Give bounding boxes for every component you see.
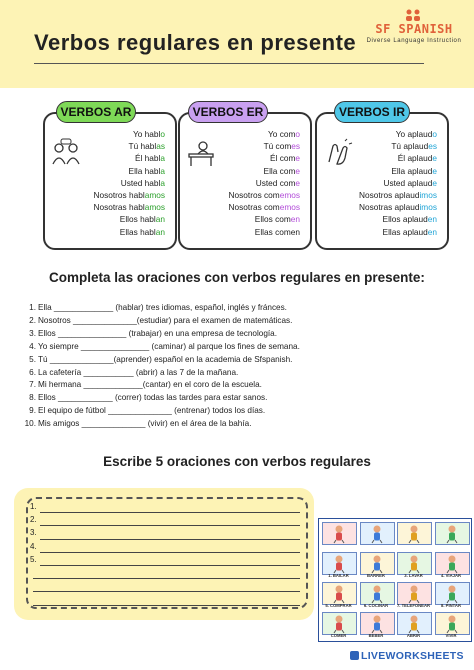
picture-label: 6. COCINAR: [363, 603, 389, 608]
people-logo-icon: [404, 8, 422, 22]
conjugation-stem: Nosotras com: [228, 202, 280, 213]
girl-with-book-icon: [360, 522, 395, 545]
conjugation-stem: Él com: [270, 153, 296, 164]
conjugation-stem: Nosotras aplaud: [359, 202, 420, 213]
conjugation-row: [214, 128, 306, 140]
writing-line[interactable]: [30, 553, 300, 566]
writing-rule[interactable]: [40, 543, 300, 553]
conjugation-stem: Ella com: [263, 165, 296, 176]
verb-picture-grid: [318, 518, 472, 642]
er-conjugation-list: [214, 128, 306, 238]
picture-label: BEBER: [368, 633, 384, 638]
conjugation-ending: es: [291, 141, 300, 152]
travel-icon: [435, 552, 470, 575]
writing-line-number: 4.: [30, 541, 37, 551]
exercise-sentence[interactable]: Nosotros ______________(estudiar) para el examen de matemáticas.: [38, 315, 293, 325]
exercise-item: [14, 418, 464, 431]
picture-label: 1. BAILAR: [328, 573, 349, 578]
footer-logo-text: LIVEWORKSHEETS: [361, 650, 464, 662]
picture-label: VIVIR: [445, 633, 457, 638]
card-verbos-ir: [315, 112, 449, 250]
conjugation-stem: Él aplaud: [397, 153, 433, 164]
conjugation-row: [214, 165, 306, 177]
conjugation-row: [79, 226, 171, 238]
exercise-item: [14, 367, 464, 380]
sf-spanish-logo: [366, 8, 462, 48]
clapping-hands-icon: [323, 138, 353, 168]
exercise-sentence[interactable]: La cafetería ___________ (abrir) a las 7 de la mañana.: [38, 367, 239, 377]
exercise-item: [14, 379, 464, 392]
picture-label: 5. COMPRAR: [325, 603, 352, 608]
conjugation-row: [351, 152, 443, 164]
conjugation-row: [214, 201, 306, 213]
exercise-sentence[interactable]: Tú ______________(aprender) español en la academia de Sfspanish.: [38, 354, 293, 364]
conjugation-stem: Yo com: [268, 129, 296, 139]
picture-label: 8. PINTAR: [441, 603, 461, 608]
conjugation-ending: o: [432, 129, 437, 139]
conjugation-ending: imos: [419, 190, 437, 201]
writing-line[interactable]: [30, 500, 300, 513]
writing-line[interactable]: [30, 540, 300, 553]
conjugation-row: [79, 165, 171, 177]
conjugation-row: [351, 201, 443, 213]
boy-kicking-icon: [435, 522, 470, 545]
conjugation-ending: en: [427, 226, 437, 237]
conjugation-ending: emos: [279, 190, 300, 201]
ar-conjugation-list: [79, 128, 171, 238]
conjugation-ending: a: [160, 177, 165, 188]
exercise-number: 2.: [29, 315, 36, 325]
conjugation-stem: Usted aplaud: [383, 177, 433, 188]
phone-icon: [397, 582, 432, 605]
boy-running-icon: [397, 522, 432, 545]
conjugation-ending: e: [432, 153, 437, 164]
conjugation-ending: emos: [279, 202, 300, 213]
exercise-item: [14, 392, 464, 405]
conjugation-stem: Ella aplaud: [391, 165, 433, 176]
conjugation-row: [351, 226, 443, 238]
writing-title: Escribe 5 oraciones con verbos regulares: [103, 454, 371, 469]
girl-dancing-icon: [322, 522, 357, 545]
liveworksheets-mark-icon: [350, 651, 359, 660]
conjugation-stem: Usted com: [255, 177, 296, 188]
conjugation-stem: Yo habl: [132, 129, 161, 139]
conjugation-row: [351, 213, 443, 225]
pill-verbos-er: [188, 101, 268, 123]
conjugation-stem: Ellas aplaud: [382, 226, 428, 237]
writing-line-number: 5.: [30, 554, 37, 564]
writing-line-number: 3.: [30, 528, 37, 538]
writing-line[interactable]: [30, 526, 300, 539]
exercise-number: 3.: [29, 328, 36, 338]
writing-rule[interactable]: [40, 516, 300, 526]
conjugation-ending: a: [160, 153, 165, 164]
conjugation-row: [351, 177, 443, 189]
exercise-number: 8.: [29, 393, 36, 403]
washing-icon: [397, 552, 432, 575]
student-eating-icon: [186, 138, 216, 168]
exercise-item: [14, 354, 464, 367]
picture-label: ABRIR: [406, 633, 421, 638]
exercise-number: 10.: [24, 419, 36, 429]
exercise-number: 4.: [29, 341, 36, 351]
writing-line-number: 2.: [30, 515, 37, 525]
writing-rule[interactable]: [40, 530, 300, 540]
conjugation-stem: Nosotros com: [228, 190, 280, 201]
writing-line[interactable]: [30, 579, 300, 592]
conjugation-ending: an: [155, 226, 165, 237]
picture-cell: [320, 610, 357, 650]
writing-line-number: 1.: [30, 501, 37, 511]
dancer-icon: [322, 552, 357, 575]
conjugation-ending: es: [428, 141, 437, 152]
door-icon: [397, 612, 432, 635]
exercise-number: 1.: [29, 303, 36, 312]
writing-line[interactable]: [30, 566, 300, 579]
liveworksheets-logo: [350, 650, 464, 662]
page-title: Verbos regulares en presente: [34, 30, 357, 55]
exercise-sentence[interactable]: Yo siempre _______________ (caminar) al parque los fines de semana.: [38, 341, 300, 351]
conjugation-stem: Nosotros habl: [93, 190, 145, 201]
sweeping-icon: [360, 552, 395, 575]
exercise-item: [14, 315, 464, 328]
writing-line[interactable]: [30, 513, 300, 526]
exercise-sentence[interactable]: Mi hermana _____________(cantar) en el coro de la escuela.: [38, 380, 262, 390]
conjugation-row: [79, 177, 171, 189]
conjugation-ending: amos: [144, 202, 165, 213]
writing-rule[interactable]: [40, 556, 300, 566]
conjugation-ending: e: [432, 177, 437, 188]
exercise-item: [14, 341, 464, 354]
conjugation-ending: o: [160, 129, 165, 139]
exercise-number: 7.: [29, 380, 36, 390]
conjugation-stem: Nosotras habl: [93, 202, 145, 213]
students-talking-icon: [51, 138, 81, 168]
writing-line[interactable]: [30, 592, 300, 605]
exercise-number: 6.: [29, 367, 36, 377]
exercise-number: 5.: [29, 354, 36, 364]
conjugation-row: [79, 152, 171, 164]
picture-label: 7. TELEFONEAR: [396, 603, 431, 608]
conjugation-row: [79, 140, 171, 152]
ir-conjugation-list: [351, 128, 443, 238]
picture-label: 4. VIAJAR: [440, 573, 461, 578]
pill-label: VERBOS ER: [192, 105, 264, 119]
pill-verbos-ir: [334, 101, 410, 123]
eating-icon: [322, 612, 357, 635]
conjugation-row: [79, 213, 171, 225]
picture-label: BARRER: [367, 573, 385, 578]
exercise-title: Completa las oraciones con verbos regulares en presente:: [49, 270, 425, 285]
conjugation-stem: Tú com: [263, 141, 292, 152]
writing-rule[interactable]: [33, 596, 300, 606]
pill-verbos-ar: [56, 101, 136, 123]
conjugation-row: [351, 165, 443, 177]
conjugation-ending: e: [295, 165, 300, 176]
drinking-icon: [360, 612, 395, 635]
writing-lines: [30, 500, 300, 606]
conjugation-ending: o: [295, 129, 300, 139]
exercise-sentence[interactable]: Ella _____________ (hablar) tres idiomas, español, inglés y fránces.: [38, 303, 287, 312]
card-verbos-ar: [43, 112, 177, 250]
conjugation-stem: Tú habl: [128, 141, 157, 152]
conjugation-row: [214, 152, 306, 164]
conjugation-row: [351, 128, 443, 140]
conjugation-stem: Ellos com: [254, 214, 291, 225]
conjugation-row: [351, 189, 443, 201]
exercise-item: [14, 405, 464, 418]
conjugation-ending: e: [432, 165, 437, 176]
exercise-item: [14, 328, 464, 341]
exercise-list: [14, 302, 464, 431]
conjugation-ending: en: [427, 214, 437, 225]
writing-rule[interactable]: [40, 503, 300, 513]
card-verbos-er: [178, 112, 312, 250]
picture-cell: [433, 610, 470, 650]
conjugation-row: [79, 201, 171, 213]
conjugation-stem: Nosotros aplaud: [359, 190, 420, 201]
logo-tagline: Diverse Language Instruction: [366, 38, 462, 44]
pill-label: VERBOS AR: [60, 105, 132, 119]
conjugation-ending: amos: [144, 190, 165, 201]
conjugation-row: [214, 213, 306, 225]
cooking-icon: [360, 582, 395, 605]
picture-cell: [358, 610, 395, 650]
conjugation-row: [214, 189, 306, 201]
conjugation-stem: Él habl: [135, 153, 161, 164]
conjugation-ending: a: [160, 165, 165, 176]
pill-label: VERBOS IR: [338, 105, 405, 119]
conjugation-row: [351, 140, 443, 152]
conjugation-stem: Yo aplaud: [395, 129, 433, 139]
conjugation-row: [79, 128, 171, 140]
conjugation-stem: Ellas comen: [254, 226, 300, 237]
conjugation-stem: Tú aplaud: [391, 141, 429, 152]
conjugation-ending: imos: [419, 202, 437, 213]
conjugation-ending: e: [295, 153, 300, 164]
picture-label: 3. LAVAR: [404, 573, 423, 578]
conjugation-stem: Ellos habl: [119, 214, 156, 225]
exercise-sentence[interactable]: El equipo de fútbol ______________ (entrenar) todos los días.: [38, 406, 266, 416]
conjugation-ending: en: [290, 214, 300, 225]
writing-rule[interactable]: [33, 569, 300, 579]
conjugation-ending: as: [156, 141, 165, 152]
exercise-number: 9.: [29, 406, 36, 416]
conjugation-stem: Ellos aplaud: [382, 214, 428, 225]
conjugation-row: [214, 140, 306, 152]
title-underline: [34, 63, 424, 64]
painting-icon: [435, 582, 470, 605]
exercise-item: [14, 302, 464, 315]
shopping-icon: [322, 582, 357, 605]
conjugation-row: [79, 189, 171, 201]
writing-rule[interactable]: [33, 582, 300, 592]
logo-name: SF SPANISH: [375, 22, 453, 36]
conjugation-ending: an: [155, 214, 165, 225]
conjugation-row: [214, 177, 306, 189]
exercise-sentence[interactable]: Mis amigos ______________ (vivir) en el área de la bahía.: [38, 419, 252, 429]
exercise-sentence[interactable]: Ellos _______________ (trabajar) en una empresa de tecnología.: [38, 328, 277, 338]
picture-cell: [395, 610, 432, 650]
picture-label: COMER: [330, 633, 347, 638]
house-icon: [435, 612, 470, 635]
exercise-sentence[interactable]: Ellos ____________ (correr) todas las tardes para estar sanos.: [38, 393, 268, 403]
conjugation-stem: Usted habl: [120, 177, 161, 188]
conjugation-stem: Ella habl: [128, 165, 161, 176]
conjugation-stem: Ellas habl: [119, 226, 156, 237]
conjugation-row: [214, 226, 306, 238]
conjugation-ending: e: [295, 177, 300, 188]
